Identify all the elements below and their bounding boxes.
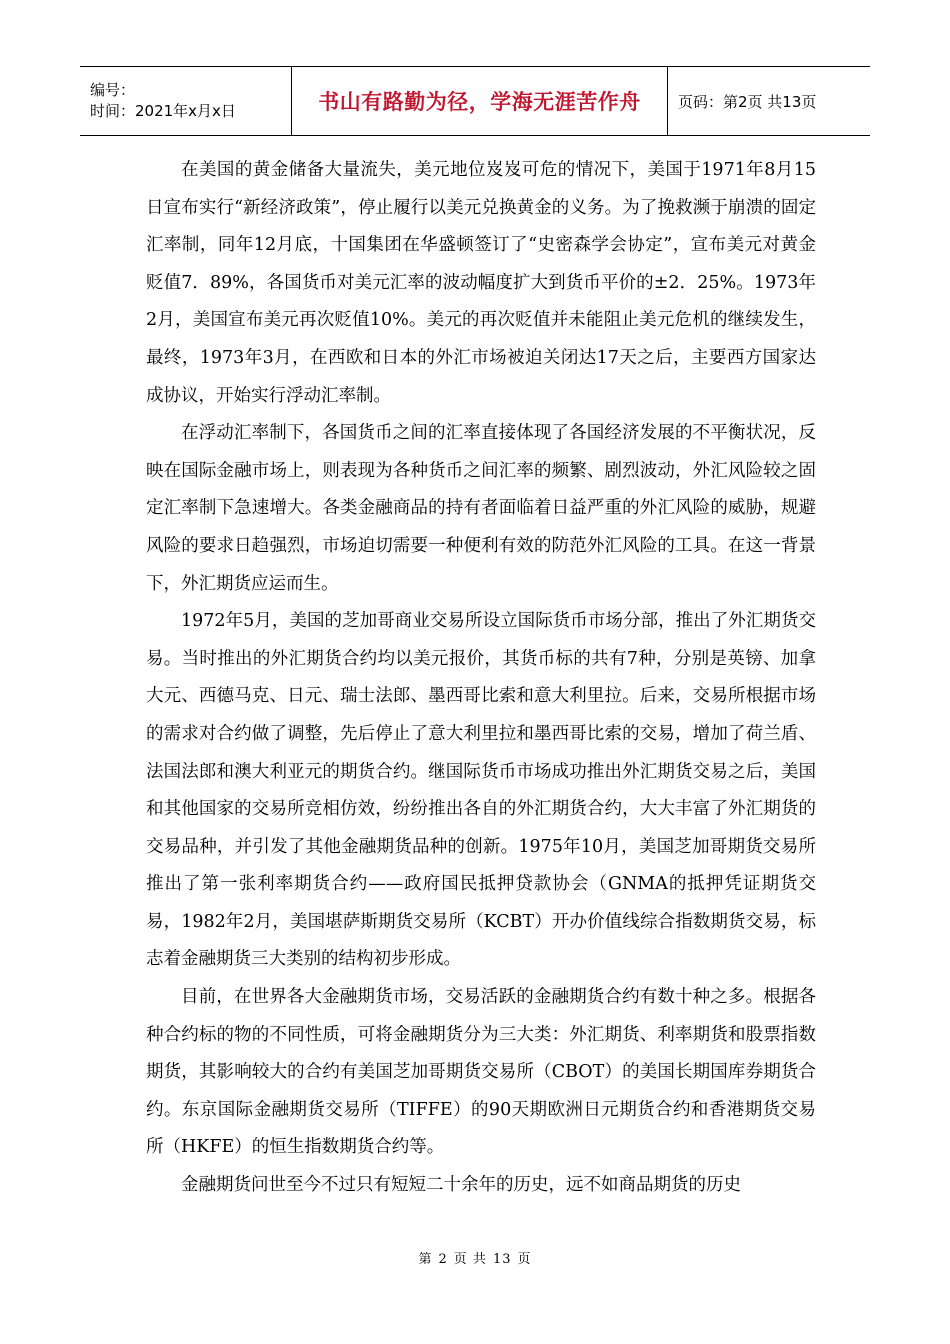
paragraph: 在美国的黄金储备大量流失，美元地位岌岌可危的情况下，美国于1971年8月15日宣布实行“新经济政策”，停止履行以美元兑换黄金的义务。为了挽救濒于崩溃的固定汇率制，同年12月底，十国集团在华盛顿签订了“史密森学会协定”，宣布美元对黄金贬值7．89%，各国货币对美元汇率的波动幅度扩大到货币平价的±2．25%。1973年 2月，美国宣布美元再次贬值10%。美元的再次贬值并未能阻止美元危机的继续发生，最终，1973年3月，在西欧和日本的外汇市场被迫关闭达17天之后，主要西方国家达成协议，开始实行浮动汇率制。 bbox=[146, 160, 816, 406]
footer-suffix: 页 bbox=[517, 1252, 532, 1267]
footer-total-pages: 13 bbox=[492, 1252, 512, 1267]
paragraph: 金融期货问世至今不过只有短短二十余年的历史，远不如商品期货的历史 bbox=[181, 1175, 741, 1196]
footer-current-page: 2 bbox=[438, 1252, 448, 1267]
paragraph: 在浮动汇率制下，各国货币之间的汇率直接体现了各国经济发展的不平衡状况，反映在国际金融市场上，则表现为各种货币之间汇率的频繁、剧烈波动，外汇风险较之固定汇率制下急速增大。各类金融商品的持有者面临着日益严重的外汇风险的威胁，规避风险的要求日趋强烈，市场迫切需要一种便利有效的防范外汇风险的工具。在这一背景下，外汇期货应运而生。 bbox=[146, 423, 816, 594]
document-body bbox=[146, 152, 816, 1205]
page-footer bbox=[0, 1248, 950, 1267]
paragraph: 目前，在世界各大金融期货市场，交易活跃的金融期货合约有数十种之多。根据各种合约标的物的不同性质，可将金融期货分为三大类：外汇期货、利率期货和股票指数期货，其影响较大的合约有美国芝加哥期货交易所（CBOT）的美国长期国库券期货合约。东京国际金融期货交易所（TIFFE）的90天期欧洲日元期货合约和香港期货交易所（HKFE）的恒生指数期货合约等。 bbox=[146, 987, 816, 1158]
paragraph: 1972年5月，美国的芝加哥商业交易所设立国际货币市场分部，推出了外汇期货交易。当时推出的外汇期货合约均以美元报价，其货币标的共有7种，分别是英镑、加拿大元、西德马克、日元、瑞士法郎、墨西哥比索和意大利里拉。后来，交易所根据市场的需求对合约做了调整，先后停止了意大利里拉和墨西哥比索的交易，增加了荷兰盾、法国法郎和澳大利亚元的期货合约。继国际货币市场成功推出外汇期货交易之后，美国和其他国家的交易所竞相仿效，纷纷推出各自的外汇期货合约，大大丰富了外汇期货的交易品种，并引发了其他金融期货品种的创新。1975年10月，美国芝加哥期货交易所推出了第一张利率期货合约——政府国民抵押贷款协会（GNMA的抵押凭证期货交易，1982年2月，美国堪萨斯期货交易所（KCBT）开办价值线综合指数期货交易，标志着金融期货三大类别的结构初步形成。 bbox=[146, 611, 816, 970]
footer-middle: 页 共 bbox=[453, 1252, 487, 1267]
header-page-info: 页码：第2页 共13页 bbox=[678, 92, 817, 111]
footer-prefix: 第 bbox=[418, 1252, 433, 1267]
header-page-cell bbox=[668, 67, 871, 136]
page-header bbox=[80, 66, 870, 136]
header-motto: 书山有路勤为径，学海无涯苦作舟 bbox=[318, 90, 641, 114]
document-number-label: 编号： bbox=[90, 81, 136, 99]
header-motto-cell bbox=[292, 67, 668, 136]
header-meta-cell bbox=[80, 67, 292, 136]
document-time-label: 时间：2021年x月x日 bbox=[90, 102, 236, 120]
